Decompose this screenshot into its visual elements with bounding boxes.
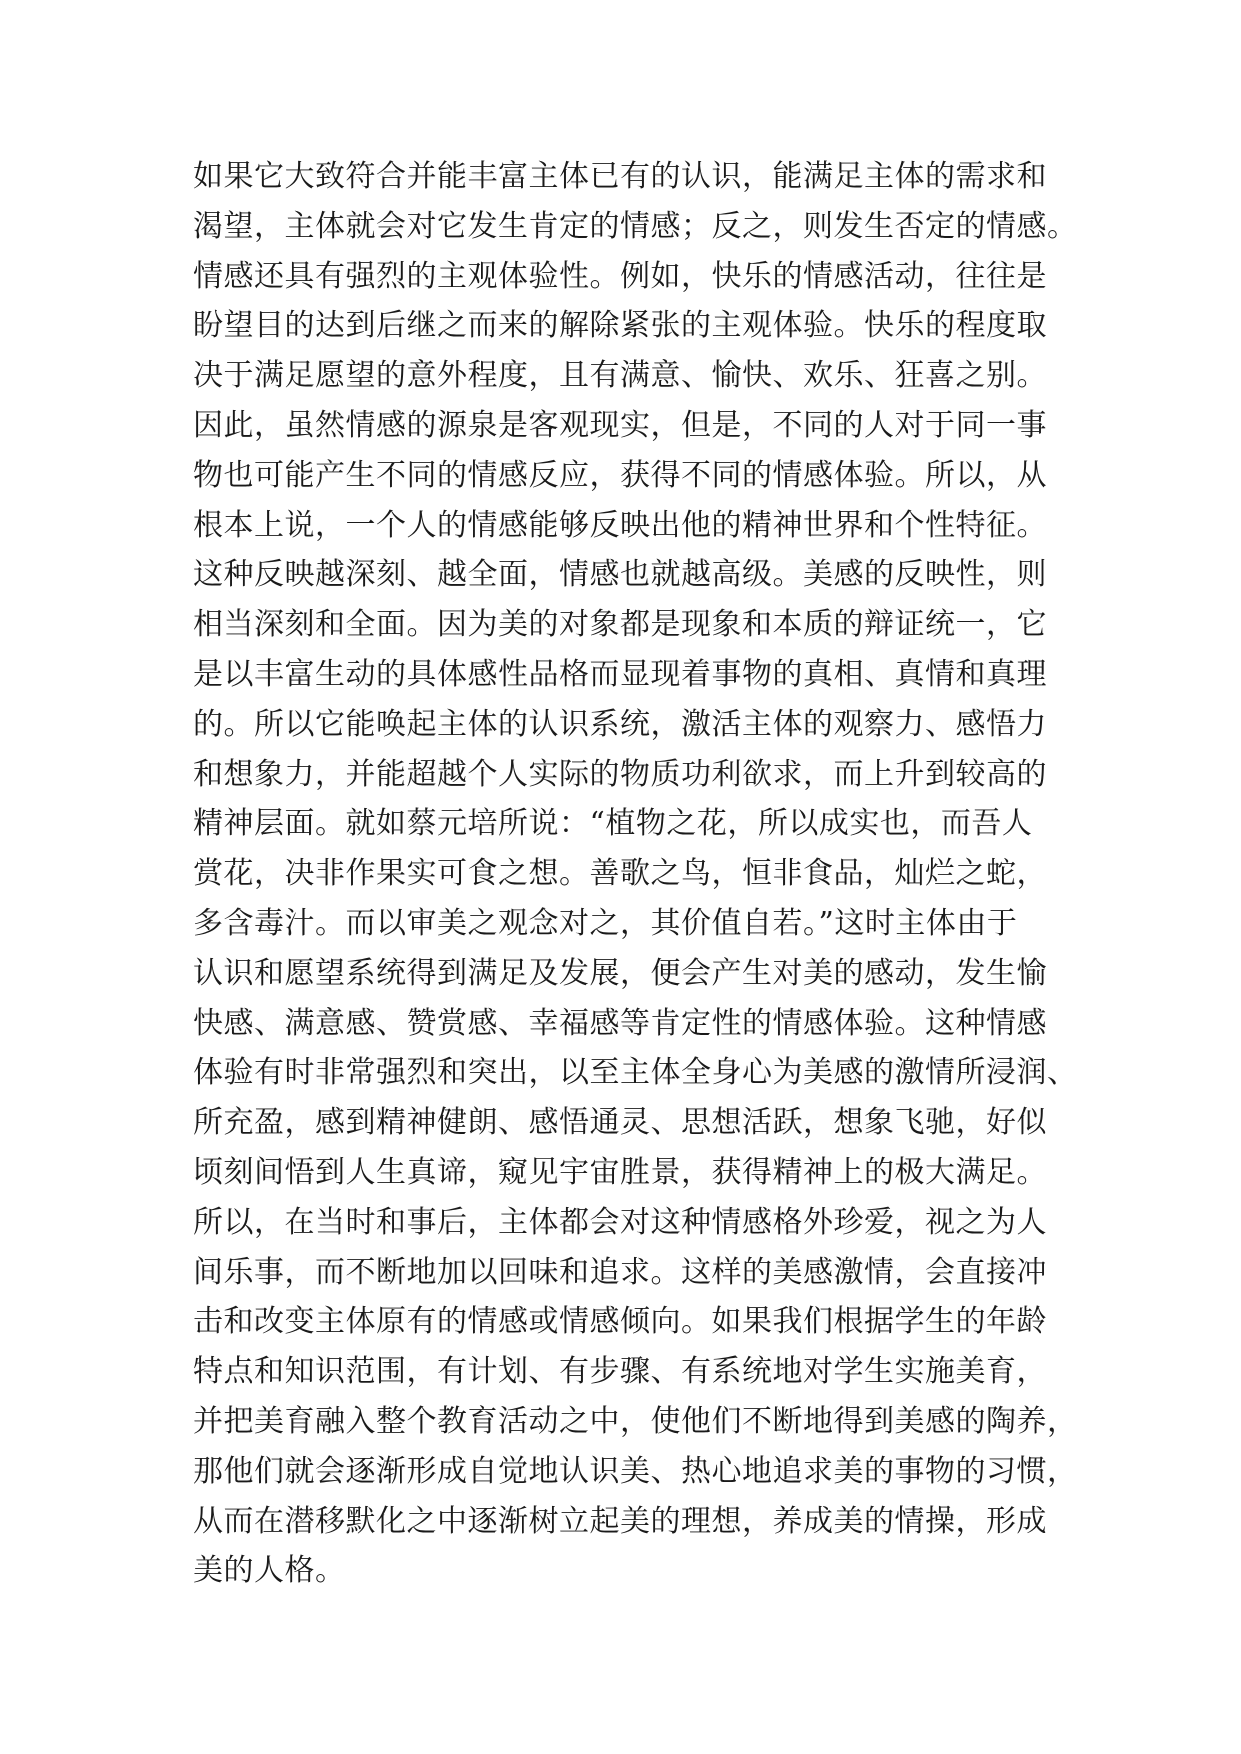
text-line: 相当深刻和全面。因为美的对象都是现象和本质的辩证统一，它: [193, 607, 1047, 643]
text-line: 击和改变主体原有的情感或情感倾向。如果我们根据学生的年龄: [193, 1304, 1047, 1340]
text-line: 并把美育融入整个教育活动之中，使他们不断地得到美感的陶养，: [193, 1403, 1078, 1439]
text-line: 从而在潜移默化之中逐渐树立起美的理想，养成美的情操，形成: [193, 1503, 1047, 1539]
text-line: 那他们就会逐渐形成自觉地认识美、热心地追求美的事物的习惯，: [193, 1453, 1078, 1489]
text-line: 决于满足愿望的意外程度，且有满意、愉快、欢乐、狂喜之别。: [193, 358, 1047, 394]
text-line: 是以丰富生动的具体感性品格而显现着事物的真相、真情和真理: [193, 656, 1047, 692]
body-text: [193, 152, 1078, 1596]
text-line: 所以，在当时和事后，主体都会对这种情感格外珍爱，视之为人: [193, 1204, 1047, 1240]
text-line: 特点和知识范围，有计划、有步骤、有系统地对学生实施美育，: [193, 1354, 1047, 1390]
text-line: 的。所以它能唤起主体的认识系统，激活主体的观察力、感悟力: [193, 706, 1047, 742]
text-line: 快感、满意感、赞赏感、幸福感等肯定性的情感体验。这种情感: [193, 1005, 1047, 1041]
text-line: 所充盈，感到精神健朗、感悟通灵、思想活跃，想象飞驰，好似: [193, 1105, 1047, 1141]
text-line: 美的人格。: [193, 1553, 346, 1589]
text-line: 因此，虽然情感的源泉是客观现实，但是，不同的人对于同一事: [193, 407, 1047, 443]
text-line: 和想象力，并能超越个人实际的物质功利欲求，而上升到较高的: [193, 756, 1047, 792]
text-line: 认识和愿望系统得到满足及发展，便会产生对美的感动，发生愉: [193, 955, 1047, 991]
text-line: 间乐事，而不断地加以回味和追求。这样的美感激情，会直接冲: [193, 1254, 1047, 1290]
text-line: 这种反映越深刻、越全面，情感也就越高级。美感的反映性，则: [193, 557, 1047, 593]
text-line: 根本上说，一个人的情感能够反映出他的精神世界和个性特征。: [193, 507, 1047, 543]
text-line: 体验有时非常强烈和突出，以至主体全身心为美感的激情所浸润、: [193, 1055, 1078, 1091]
text-line: 精神层面。就如蔡元培所说：“植物之花，所以成实也，而吾人: [193, 806, 1033, 842]
text-line: 赏花，决非作果实可食之想。善歌之鸟，恒非食品，灿烂之蛇，: [193, 856, 1047, 892]
text-line: 盼望目的达到后继之而来的解除紧张的主观体验。快乐的程度取: [193, 308, 1047, 344]
text-line: 顷刻间悟到人生真谛，窥见宇宙胜景，获得精神上的极大满足。: [193, 1154, 1047, 1190]
text-line: 物也可能产生不同的情感反应，获得不同的情感体验。所以，从: [193, 457, 1047, 493]
text-line: 渴望，主体就会对它发生肯定的情感；反之，则发生否定的情感。: [193, 208, 1078, 244]
text-line: 如果它大致符合并能丰富主体已有的认识，能满足主体的需求和: [193, 159, 1047, 194]
text-line: 情感还具有强烈的主观体验性。例如，快乐的情感活动，往往是: [193, 258, 1047, 294]
text-line: 多含毒汁。而以审美之观念对之，其价值自若。”这时主体由于: [193, 905, 1018, 941]
